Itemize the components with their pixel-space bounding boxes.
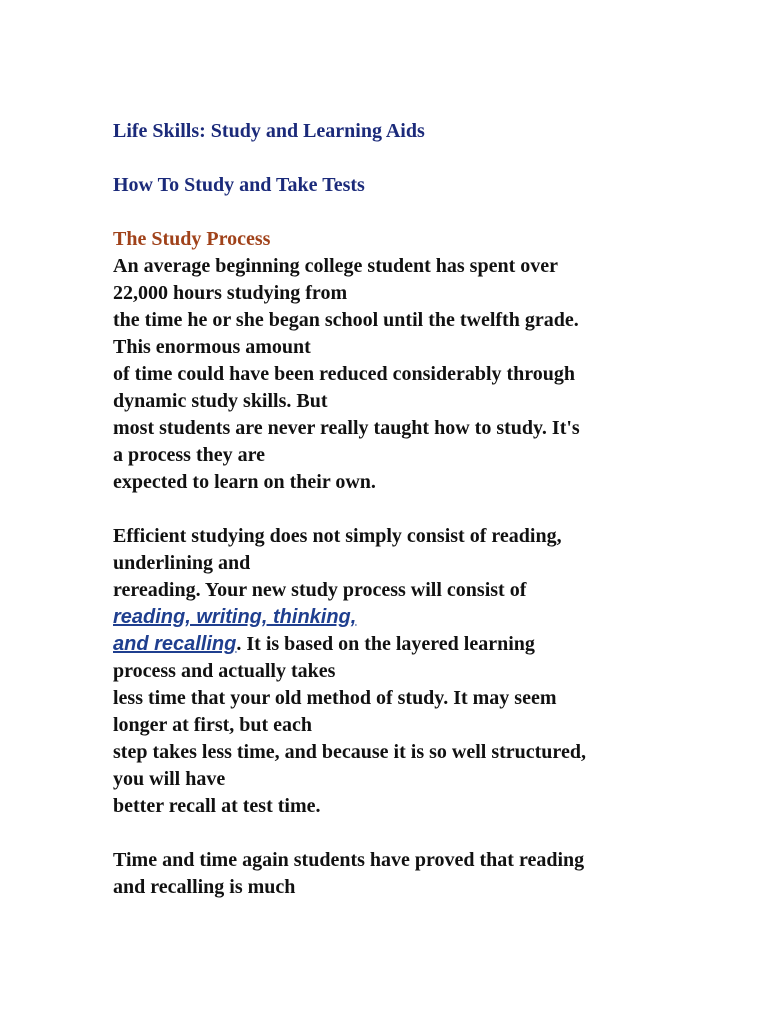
paragraph-line: underlining and [113, 552, 251, 574]
paragraph-line: 22,000 hours studying from [113, 282, 348, 304]
paragraph-line: Efficient studying does not simply consist of reading, [113, 525, 562, 547]
paragraph-line: most students are never really taught how to study. It's [113, 417, 580, 439]
paragraph-1 [113, 253, 673, 496]
paragraph-line: An average beginning college student has spent over [113, 255, 558, 277]
paragraph-line: of time could have been reduced considerably through [113, 363, 576, 385]
document-body [113, 118, 673, 928]
emphasis-text: reading, writing, thinking, [113, 606, 357, 628]
paragraph-line: less time that your old method of study. It may seem [113, 687, 557, 709]
paragraph-line: better recall at test time. [113, 795, 321, 817]
paragraph-line: a process they are [113, 444, 266, 466]
paragraph-line: Time and time again students have proved that reading [113, 849, 585, 871]
paragraph-line: expected to learn on their own. [113, 471, 376, 493]
document-title: Life Skills: Study and Learning Aids [113, 120, 425, 142]
paragraph-line: and recalling is much [113, 876, 296, 898]
section-heading: The Study Process [113, 228, 271, 250]
paragraph-line: longer at first, but each [113, 714, 313, 736]
paragraph-line: process and actually takes [113, 660, 336, 682]
emphasis-line [113, 631, 673, 658]
document-subtitle: How To Study and Take Tests [113, 174, 365, 196]
emphasis-text: and recalling [113, 633, 237, 655]
paragraph-line: step takes less time, and because it is so well structured, [113, 741, 586, 763]
paragraph-line: the time he or she began school until the twelfth grade. [113, 309, 579, 331]
paragraph-text: . It is based on the layered learning [236, 633, 535, 655]
paragraph-line: dynamic study skills. But [113, 390, 328, 412]
emphasis-line [113, 604, 673, 631]
paragraph-line: This enormous amount [113, 336, 311, 358]
paragraph-2 [113, 523, 673, 820]
paragraph-line: rereading. Your new study process will consist of [113, 579, 527, 601]
paragraph-3 [113, 847, 673, 901]
paragraph-line: you will have [113, 768, 226, 790]
